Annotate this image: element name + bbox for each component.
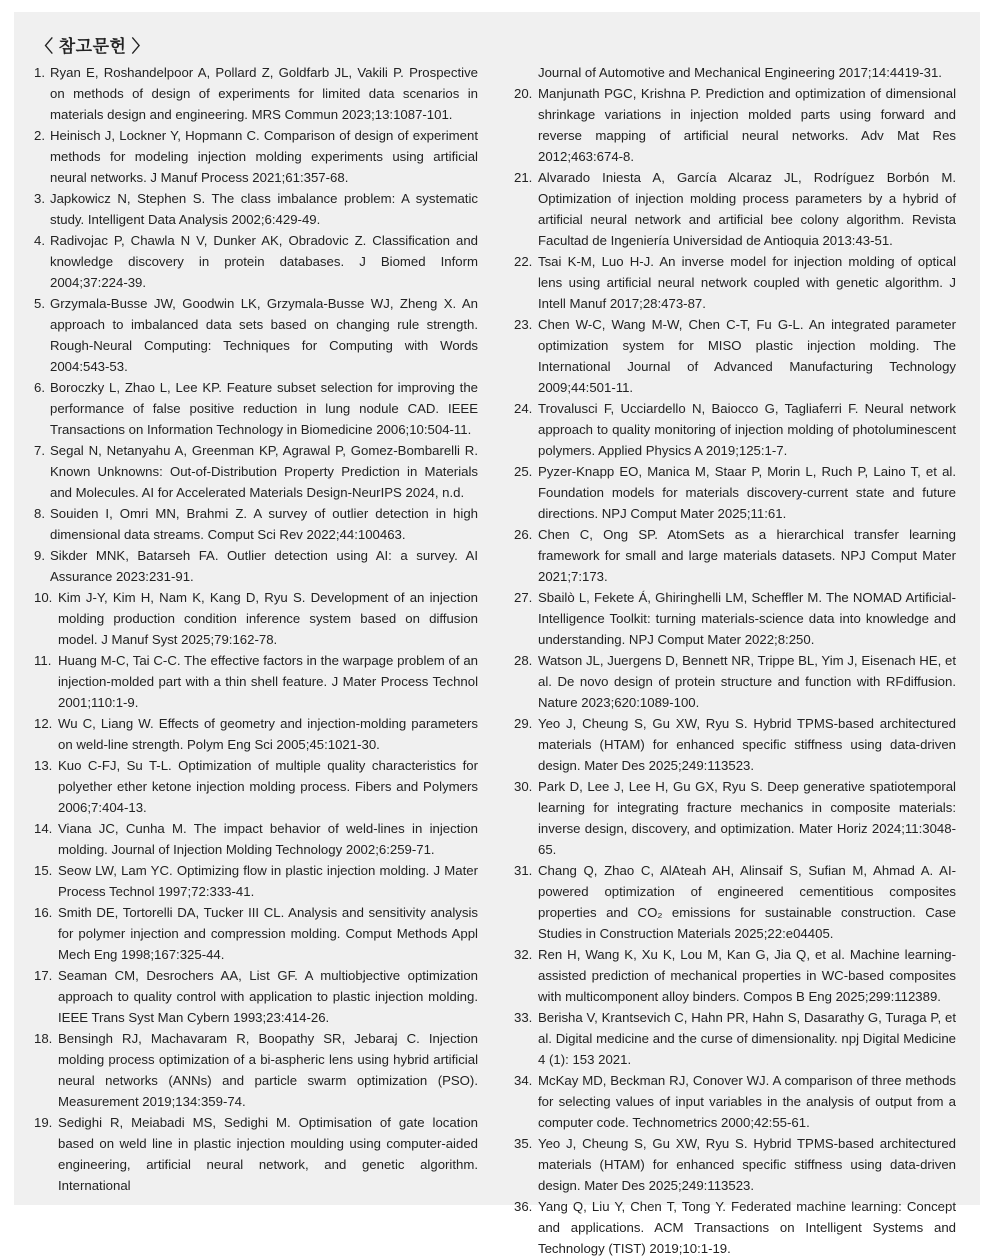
reference-text: Sbailò L, Fekete Á, Ghiringhelli LM, Scheffler M. The NOMAD Artificial-Intelligence Toolkit: turning materials-science data into knowledge and understanding. NPJ Comput Mater 2022;8:250. (538, 590, 956, 647)
reference-number: 32. (514, 947, 533, 962)
reference-item (34, 377, 478, 440)
reference-item (514, 650, 956, 713)
reference-number: 13. (34, 758, 53, 773)
reference-number: 36. (514, 1199, 533, 1214)
reference-item (514, 776, 956, 860)
reference-text: Boroczky L, Zhao L, Lee KP. Feature subset selection for improving the performance of false positive reduction in lung nodule CAD. IEEE Transactions on Information Technology in Biomedicine 2006;10:504-11. (50, 380, 478, 437)
reference-item (34, 125, 478, 188)
reference-text: Smith DE, Tortorelli DA, Tucker III CL. Analysis and sensitivity analysis for polymer injection and compression molding. Comput Methods Appl Mech Eng 1998;167:325-44. (58, 905, 478, 962)
reference-text: Heinisch J, Lockner Y, Hopmann C. Comparison of design of experiment methods for modeling injection molding experiments using artificial neural networks. J Manuf Process 2021;61:357-68. (50, 128, 478, 185)
reference-item (34, 293, 478, 377)
references-right-column (514, 62, 956, 1259)
reference-text: Watson JL, Juergens D, Bennett NR, Trippe BL, Yim J, Eisenach HE, et al. De novo design of protein structure and function with RFdiffusion. Nature 2023;620:1089-100. (538, 653, 956, 710)
reference-item (34, 545, 478, 587)
reference-text: Grzymala-Busse JW, Goodwin LK, Grzymala-Busse WJ, Zheng X. An approach to imbalanced data sets based on changing rule strength. Rough-Neural Computing: Techniques for Computing with Words 2004:543-53. (50, 296, 478, 374)
reference-number: 11. (34, 653, 52, 668)
reference-item (34, 755, 478, 818)
reference-number: 1. (34, 65, 45, 80)
reference-item (514, 1007, 956, 1070)
reference-text: Bensingh RJ, Machavaram R, Boopathy SR, Jebaraj C. Injection molding process optimization of a bi-aspheric lens using hybrid artificial neural networks (ANNs) and particle swarm optimization (PSO). Measurement 2019;134:359-74. (58, 1031, 478, 1109)
reference-text: Segal N, Netanyahu A, Greenman KP, Agrawal P, Gomez-Bombarelli R. Known Unknowns: Out-of-Distribution Property Prediction in Materials and Molecules. AI for Accelerated Materials Design-NeurIPS 2024, n.d. (50, 443, 478, 500)
reference-text: Sikder MNK, Batarseh FA. Outlier detection using AI: a survey. AI Assurance 2023:231-91. (50, 548, 478, 584)
reference-text: Huang M-C, Tai C-C. The effective factors in the warpage problem of an injection-molded part with a thin shell feature. J Mater Process Technol 2001;110:1-9. (58, 653, 478, 710)
reference-text: Chen W-C, Wang M-W, Chen C-T, Fu G-L. An integrated parameter optimization system for MISO plastic injection molding. The International Journal of Advanced Manufacturing Technology 2009;44:501-11. (538, 317, 956, 395)
reference-item (514, 1196, 956, 1259)
reference-text: Yang Q, Liu Y, Chen T, Tong Y. Federated machine learning: Concept and applications. ACM Transactions on Intelligent Systems and Technology (TIST) 2019;10:1-19. (538, 1199, 956, 1256)
reference-item (34, 902, 478, 965)
reference-text: Yeo J, Cheung S, Gu XW, Ryu S. Hybrid TPMS-based architectured materials (HTAM) for enhanced specific stiffness using data-driven design. Mater Des 2025;249:113523. (538, 716, 956, 773)
reference-number: 10. (34, 590, 53, 605)
reference-item (514, 83, 956, 167)
reference-text: Park D, Lee J, Lee H, Gu GX, Ryu S. Deep generative spatiotemporal learning for integrating fracture mechanics in composite materials: inverse design, discovery, and optimization. Mater Horiz 2024;11:3048-65. (538, 779, 956, 857)
reference-item (34, 1028, 478, 1112)
reference-number: 6. (34, 380, 45, 395)
reference-text: Radivojac P, Chawla N V, Dunker AK, Obradovic Z. Classification and knowledge discovery in protein databases. J Biomed Inform 2004;37:224-39. (50, 233, 478, 290)
reference-number: 34. (514, 1073, 533, 1088)
references-heading: 〈 참고문헌 〉 (36, 37, 150, 56)
reference-item (514, 461, 956, 524)
reference-text: Chen C, Ong SP. AtomSets as a hierarchical transfer learning framework for small and large materials datasets. NPJ Comput Mater 2021;7:173. (538, 527, 956, 584)
reference-item (34, 818, 478, 860)
reference-number: 16. (34, 905, 53, 920)
reference-text: Manjunath PGC, Krishna P. Prediction and optimization of dimensional shrinkage variations in injection molded parts using forward and reverse mapping of artificial neural networks. Adv Mat Res 2012;463:674-8. (538, 86, 956, 164)
reference-item (514, 860, 956, 944)
reference-text: Kuo C-FJ, Su T-L. Optimization of multiple quality characteristics for polyether ether ketone injection molding process. Fibers and Polymers 2006;7:404-13. (58, 758, 478, 815)
reference-number: 4. (34, 233, 45, 248)
reference-item (34, 230, 478, 293)
reference-text: Souiden I, Omri MN, Brahmi Z. A survey of outlier detection in high dimensional data streams. Comput Sci Rev 2022;44:100463. (50, 506, 478, 542)
reference-text: Seow LW, Lam YC. Optimizing flow in plastic injection molding. J Mater Process Technol 1997;72:333-41. (58, 863, 478, 899)
reference-text: Trovalusci F, Ucciardello N, Baiocco G, Tagliaferri F. Neural network approach to quality monitoring of injection molding of photoluminescent polymers. Applied Physics A 2019;125:1-7. (538, 401, 956, 458)
reference-text: Pyzer-Knapp EO, Manica M, Staar P, Morin L, Ruch P, Laino T, et al. Foundation models for materials discovery-current state and future directions. NPJ Comput Mater 2025;11:61. (538, 464, 956, 521)
reference-number: 30. (514, 779, 533, 794)
reference-text: Kim J-Y, Kim H, Nam K, Kang D, Ryu S. Development of an injection molding production condition inference system based on diffusion model. J Manuf Syst 2025;79:162-78. (58, 590, 478, 647)
reference-number: 3. (34, 191, 45, 206)
reference-item (514, 944, 956, 1007)
reference-item (514, 167, 956, 251)
reference-number: 2. (34, 128, 45, 143)
reference-number: 26. (514, 527, 533, 542)
reference-number: 24. (514, 401, 533, 416)
reference-item (34, 860, 478, 902)
reference-item (34, 62, 478, 125)
reference-number: 27. (514, 590, 533, 605)
reference-continuation (514, 62, 956, 83)
reference-item (514, 524, 956, 587)
reference-item (514, 314, 956, 398)
reference-number: 25. (514, 464, 533, 479)
reference-item (34, 503, 478, 545)
reference-item (34, 587, 478, 650)
reference-number: 5. (34, 296, 45, 311)
reference-continuation-text: Journal of Automotive and Mechanical Engineering 2017;14:4419-31. (538, 65, 942, 80)
reference-number: 7. (34, 443, 45, 458)
reference-text: Seaman CM, Desrochers AA, List GF. A multiobjective optimization approach to quality control with application to plastic injection molding. IEEE Trans Syst Man Cybern 1993;23:414-26. (58, 968, 478, 1025)
reference-number: 18. (34, 1031, 53, 1046)
references-left-column (34, 62, 478, 1196)
reference-number: 35. (514, 1136, 533, 1151)
reference-number: 22. (514, 254, 533, 269)
reference-number: 17. (34, 968, 53, 983)
reference-text: Yeo J, Cheung S, Gu XW, Ryu S. Hybrid TPMS-based architectured materials (HTAM) for enhanced specific stiffness using data-driven design. Mater Des 2025;249:113523. (538, 1136, 956, 1193)
reference-item (34, 1112, 478, 1196)
reference-text: Viana JC, Cunha M. The impact behavior of weld-lines in injection molding. Journal of Injection Molding Technology 2002;6:259-71. (58, 821, 478, 857)
reference-text: Sedighi R, Meiabadi MS, Sedighi M. Optimisation of gate location based on weld line in plastic injection moulding using computer-aided engineering, artificial neural network, and genetic algorithm. International (58, 1115, 478, 1193)
reference-text: Wu C, Liang W. Effects of geometry and injection-molding parameters on weld-line strength. Polym Eng Sci 2005;45:1021-30. (58, 716, 478, 752)
reference-number: 21. (514, 170, 533, 185)
reference-number: 28. (514, 653, 533, 668)
reference-number: 12. (34, 716, 53, 731)
reference-number: 15. (34, 863, 53, 878)
reference-number: 9. (34, 548, 45, 563)
reference-text: Tsai K-M, Luo H-J. An inverse model for injection molding of optical lens using artificial neural network coupled with genetic algorithm. J Intell Manuf 2017;28:473-87. (538, 254, 956, 311)
reference-number: 8. (34, 506, 45, 521)
reference-item (514, 398, 956, 461)
reference-item (34, 650, 478, 713)
reference-text: Ryan E, Roshandelpoor A, Pollard Z, Goldfarb JL, Vakili P. Prospective on methods of design of experiments for limited data scenarios in materials design and engineering. MRS Commun 2023;13:1087-101. (50, 65, 478, 122)
reference-number: 14. (34, 821, 53, 836)
reference-number: 23. (514, 317, 533, 332)
reference-item (514, 251, 956, 314)
reference-item (34, 965, 478, 1028)
reference-item (514, 1133, 956, 1196)
reference-item (514, 713, 956, 776)
reference-text: Chang Q, Zhao C, AlAteah AH, Alinsaif S, Sufian M, Ahmad A. AI-powered optimization of engineered cementitious composites properties and CO₂ emissions for sustainable construction. Case Studies in Construction Materials 2025;22:e04405. (538, 863, 956, 941)
reference-number: 33. (514, 1010, 533, 1025)
reference-item (34, 713, 478, 755)
reference-number: 29. (514, 716, 533, 731)
reference-number: 31. (514, 863, 533, 878)
reference-text: Berisha V, Krantsevich C, Hahn PR, Hahn S, Dasarathy G, Turaga P, et al. Digital medicine and the curse of dimensionality. npj Digital Medicine 4 (1): 153 2021. (538, 1010, 956, 1067)
reference-item (514, 1070, 956, 1133)
reference-number: 20. (514, 86, 533, 101)
reference-item (34, 440, 478, 503)
reference-item (514, 587, 956, 650)
reference-text: Japkowicz N, Stephen S. The class imbalance problem: A systematic study. Intelligent Data Analysis 2002;6:429-49. (50, 191, 478, 227)
reference-text: Ren H, Wang K, Xu K, Lou M, Kan G, Jia Q, et al. Machine learning-assisted prediction of mechanical properties in WC-based composites with multicomponent alloy binders. Compos B Eng 2025;299:112389. (538, 947, 956, 1004)
reference-item (34, 188, 478, 230)
reference-number: 19. (34, 1115, 53, 1130)
reference-text: McKay MD, Beckman RJ, Conover WJ. A comparison of three methods for selecting values of input variables in the analysis of output from a computer code. Technometrics 2000;42:55-61. (538, 1073, 956, 1130)
reference-text: Alvarado Iniesta A, García Alcaraz JL, Rodríguez Borbón M. Optimization of injection molding process parameters by a hybrid of artificial neural network and artificial bee colony algorithm. Revista Facultad de Ingeniería Universidad de Antioquia 2013:43-51. (538, 170, 956, 248)
